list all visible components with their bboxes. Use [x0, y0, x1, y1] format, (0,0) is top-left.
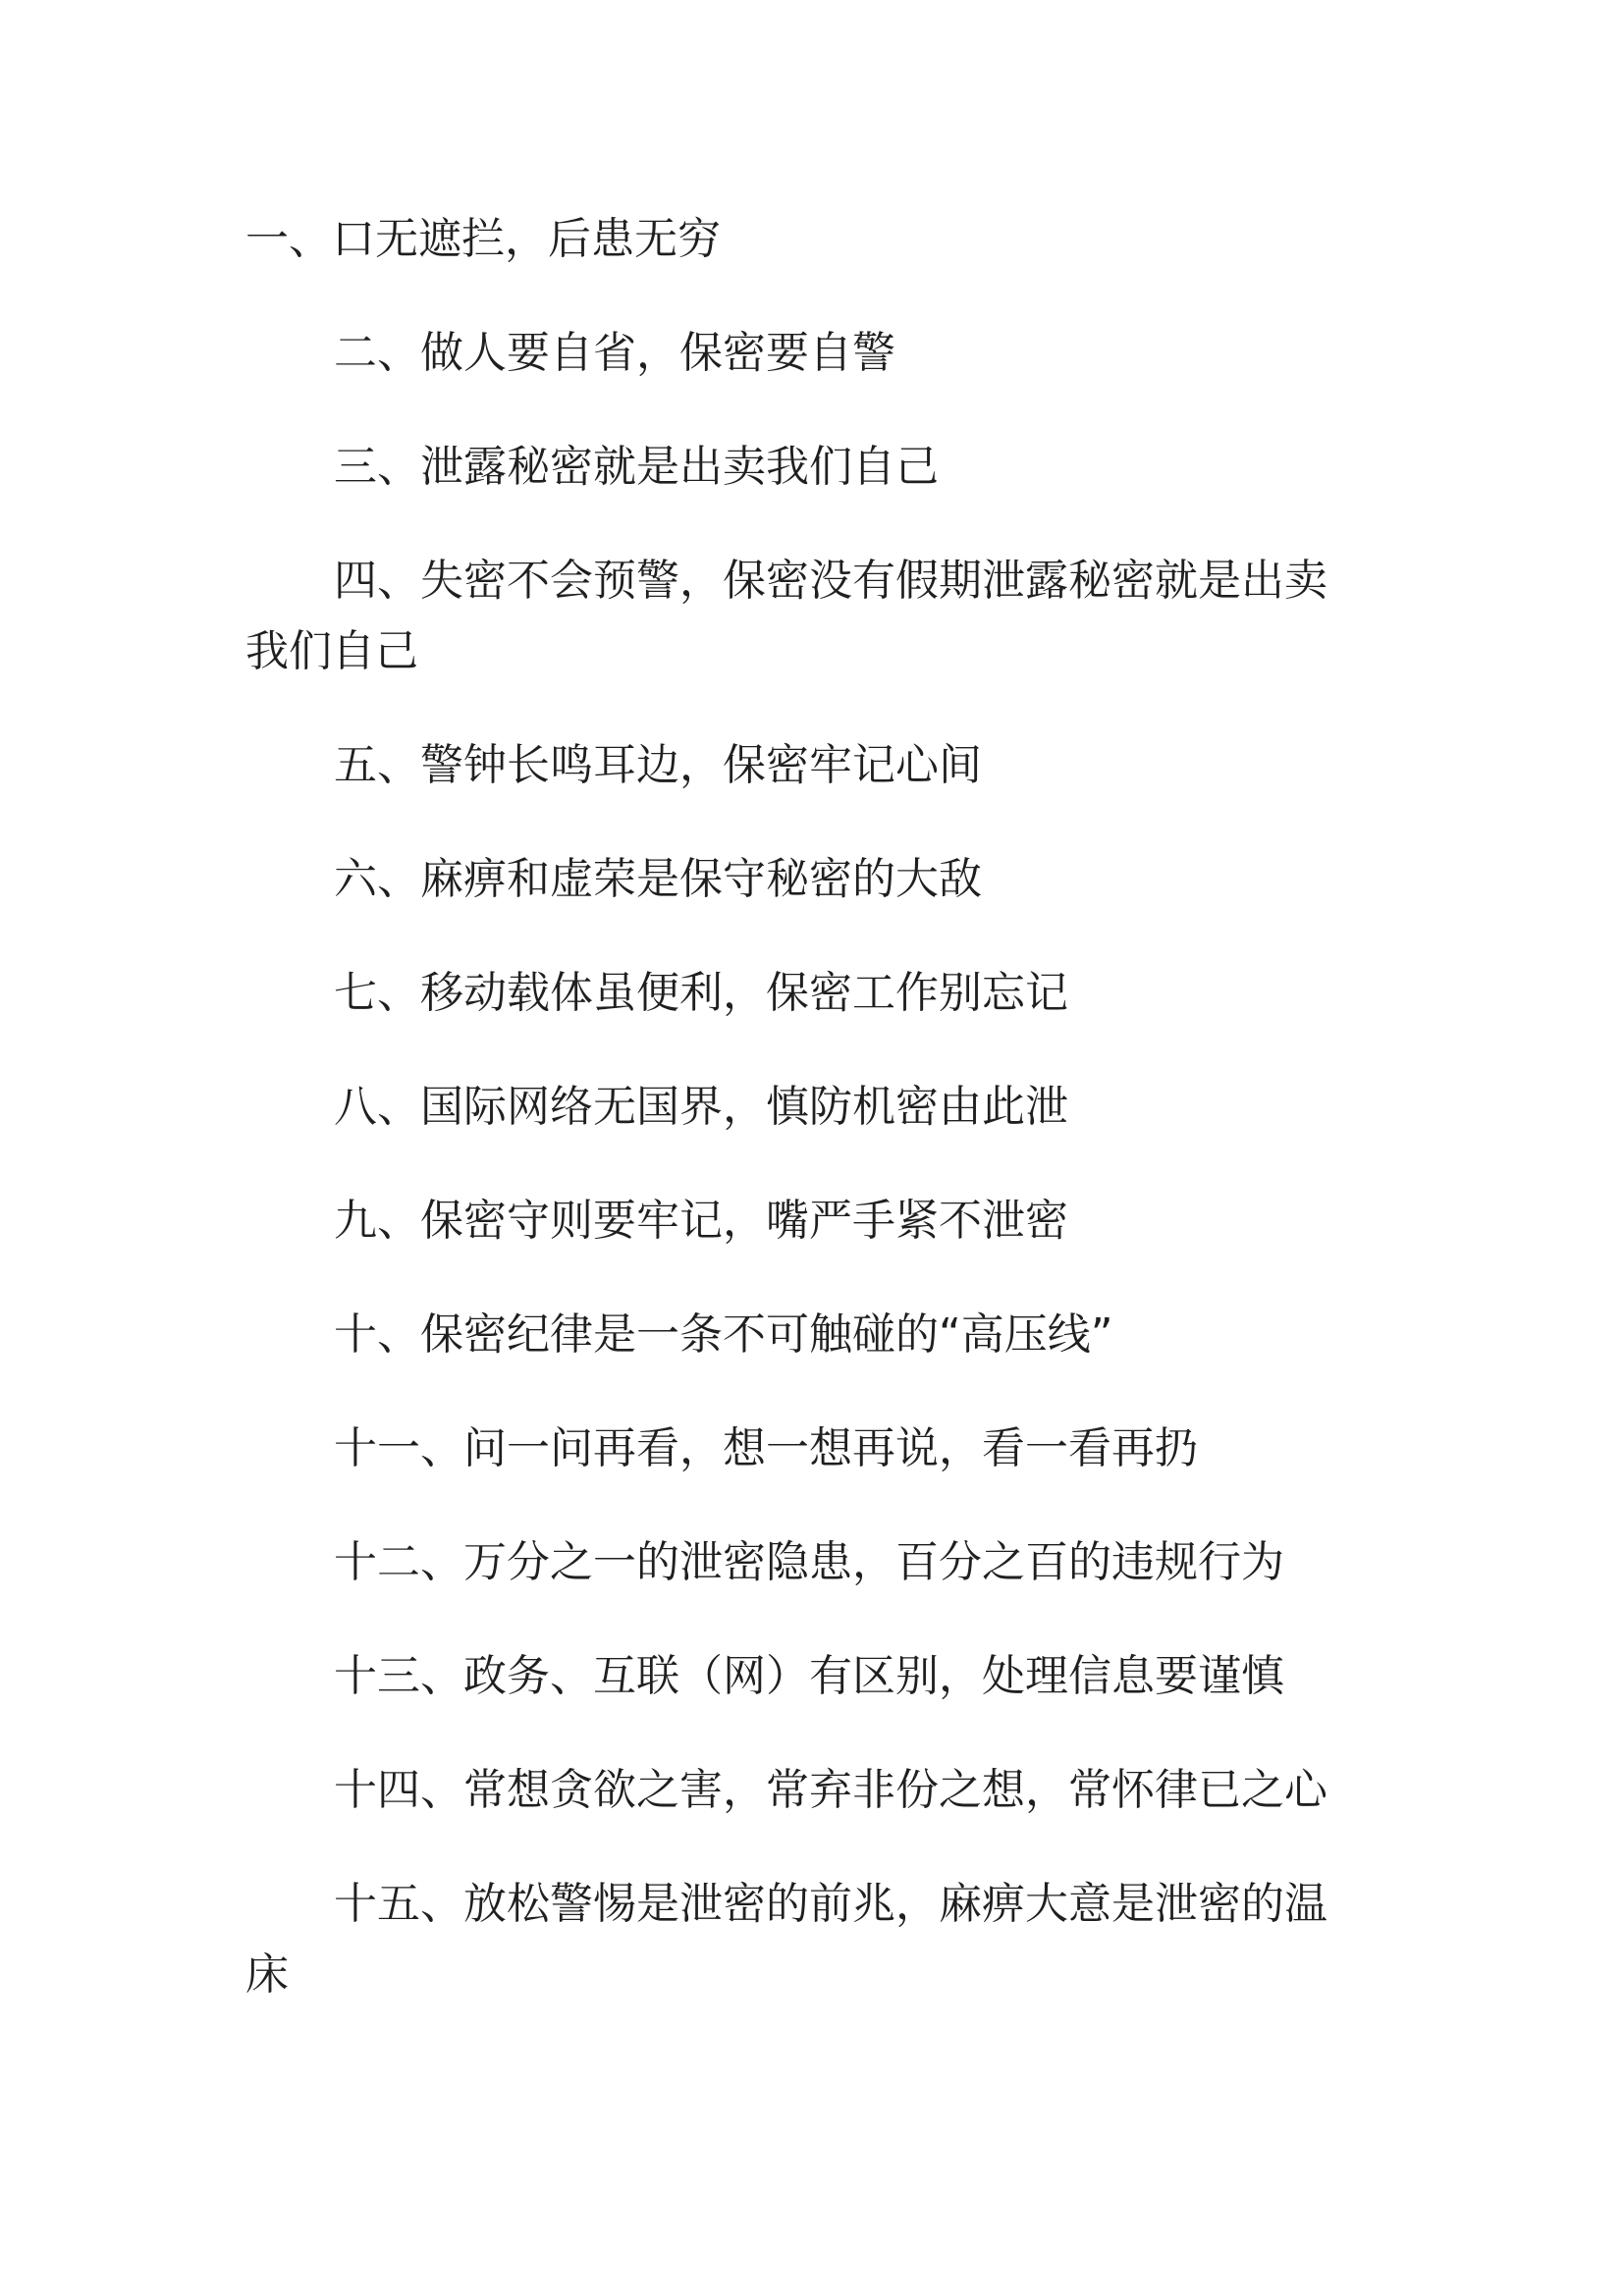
paragraph-6: 六、麻痹和虚荣是保守秘密的大敌	[334, 854, 982, 904]
paragraph-4: 四、失密不会预警，保密没有假期泄露秘密就是出卖我们自己	[245, 556, 1327, 676]
paragraph-3: 三、泄露秘密就是出卖我们自己	[334, 442, 939, 492]
paragraph-8: 八、国际网络无国界，慎防机密由此泄	[334, 1082, 1068, 1132]
paragraph-13: 十三、政务、互联（网）有区别，处理信息要谨慎	[334, 1651, 1284, 1701]
paragraph-2: 二、做人要自省，保密要自警	[334, 328, 895, 378]
paragraph-7: 七、移动载体虽便利，保密工作别忘记	[334, 968, 1068, 1018]
paragraph-10: 十、保密纪律是一条不可触碰的“高压线”	[334, 1309, 1113, 1360]
paragraph-5: 五、警钟长鸣耳边，保密牢记心间	[334, 740, 982, 790]
paragraph-12: 十二、万分之一的泄密隐患，百分之百的违规行为	[334, 1537, 1284, 1587]
paragraph-15: 十五、放松警惕是泄密的前兆，麻痹大意是泄密的温床	[245, 1879, 1327, 2000]
paragraph-9: 九、保密守则要牢记，嘴严手紧不泄密	[334, 1196, 1068, 1246]
paragraph-14: 十四、常想贪欲之害，常弃非份之想，常怀律已之心	[334, 1765, 1327, 1815]
document-body	[245, 204, 1355, 2054]
paragraph-11: 十一、问一问再看，想一想再说，看一看再扔	[334, 1423, 1198, 1473]
paragraph-1: 一、口无遮拦，后患无穷	[245, 214, 721, 264]
